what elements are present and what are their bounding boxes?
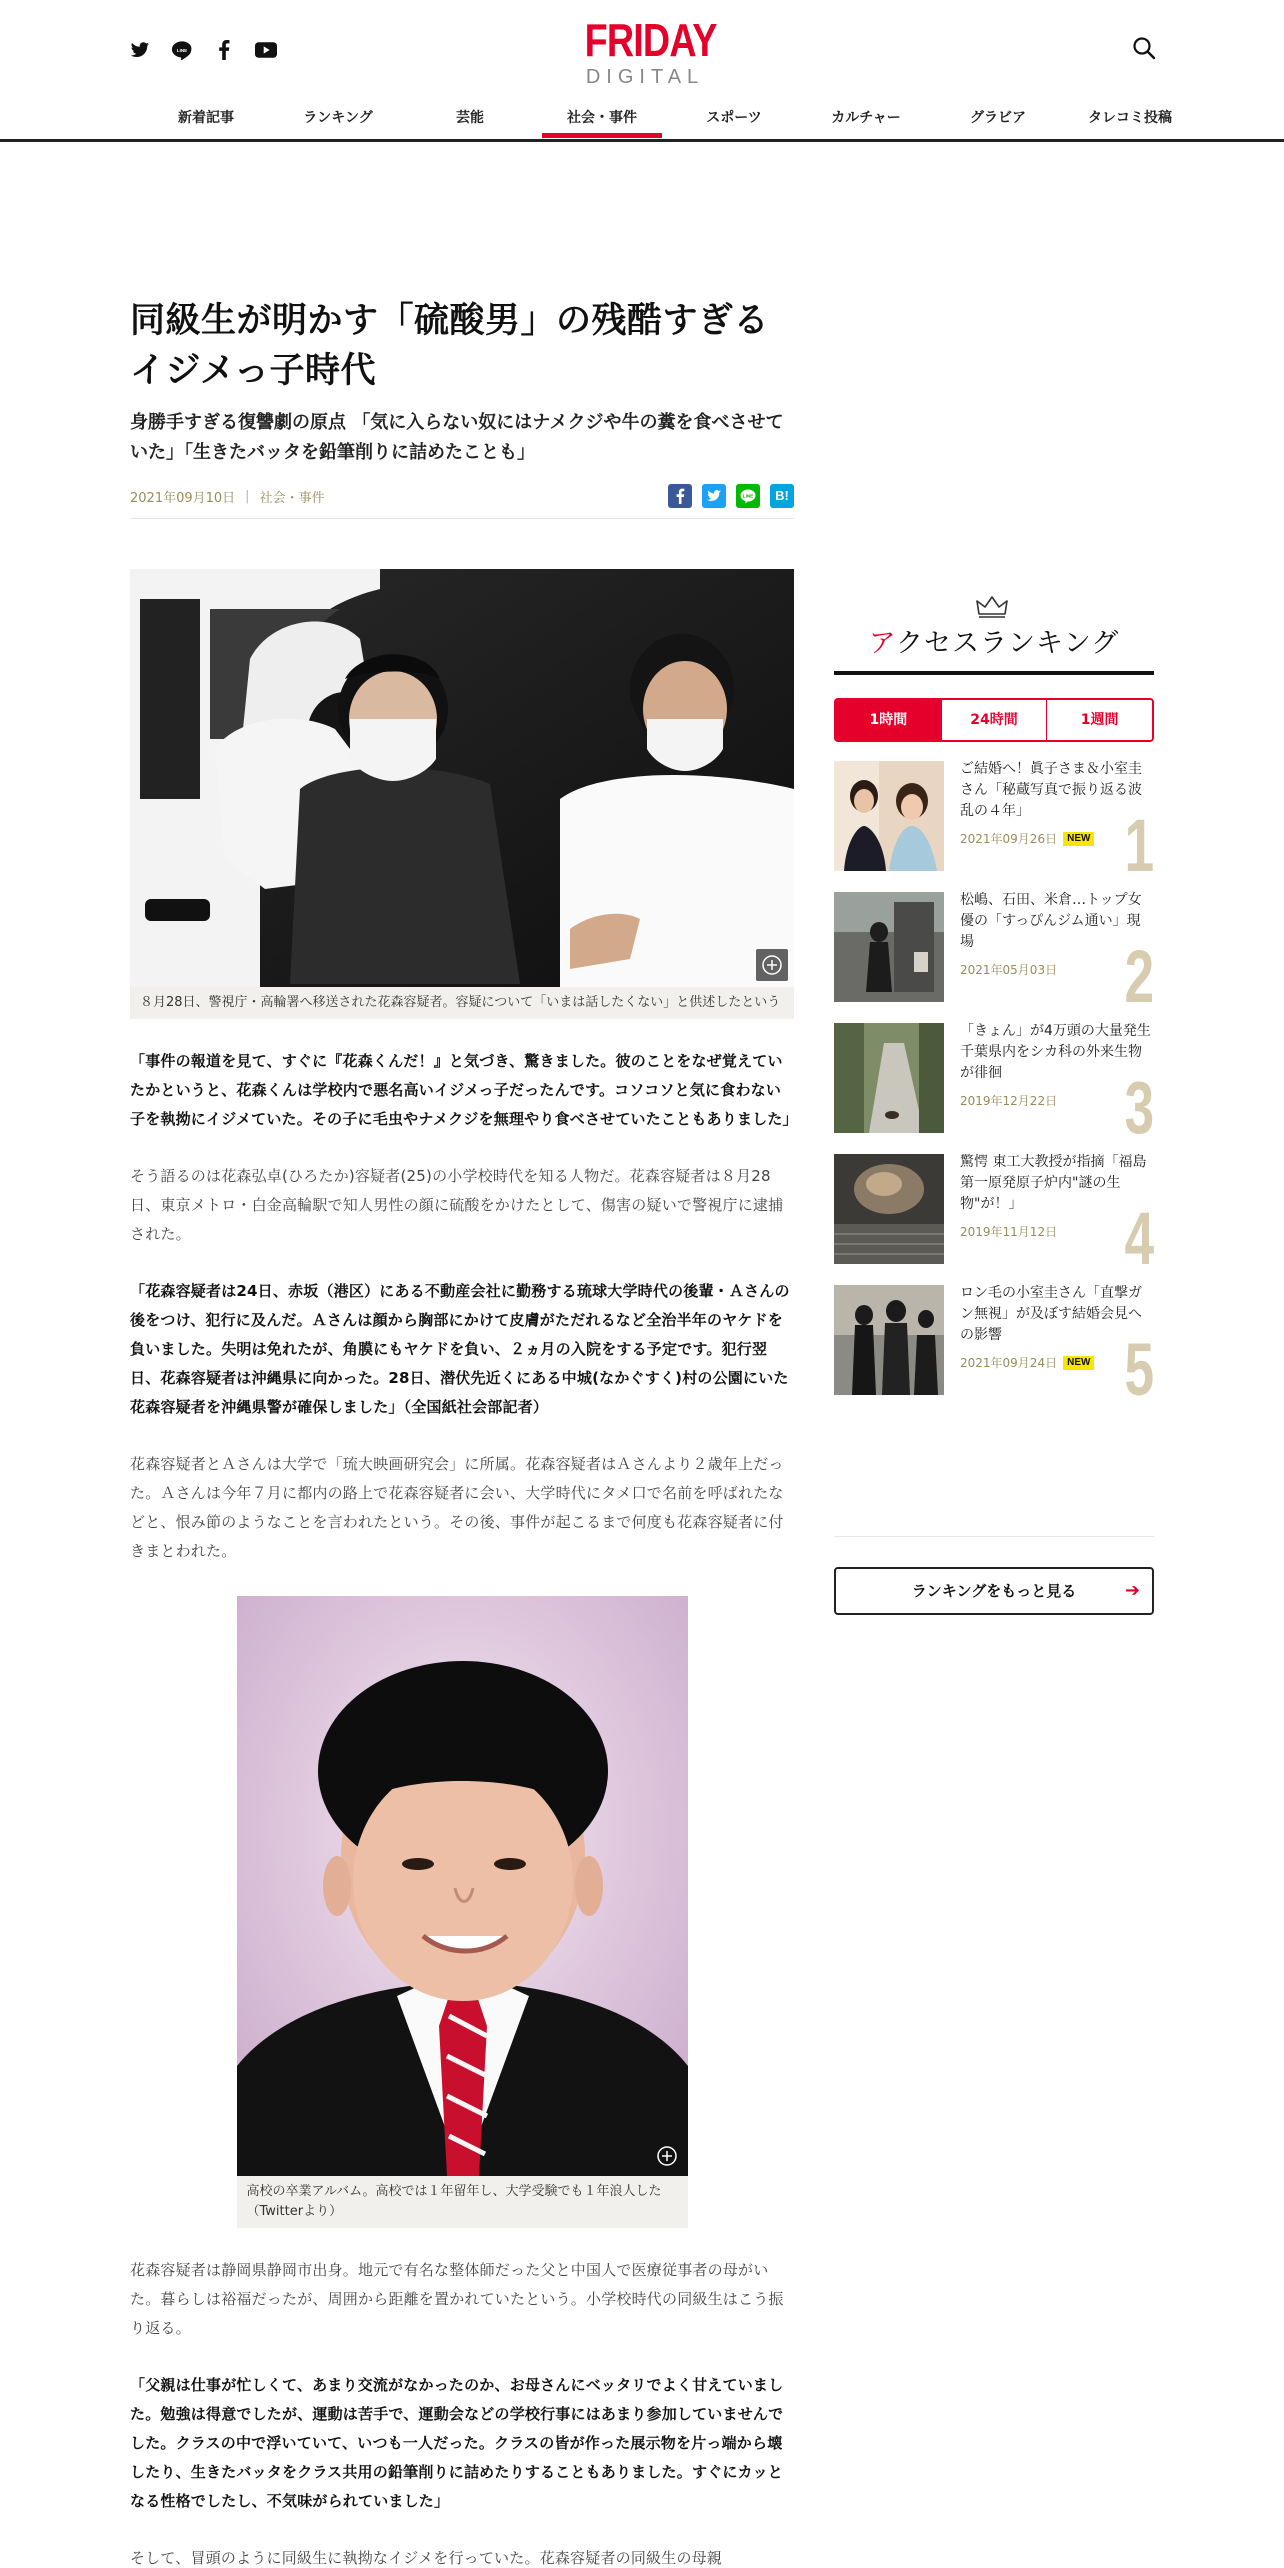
- meta-divider: [130, 518, 794, 519]
- article-meta: [130, 482, 794, 510]
- nav-item-tip-submit[interactable]: タレコミ投稿: [1088, 110, 1172, 126]
- nav-item-culture[interactable]: カルチャー: [831, 110, 901, 126]
- article-paragraph-3: 「花森容疑者は24日、赤坂（港区）にある不動産会社に勤務する琉球大学時代の後輩・Ａさんの後をつけ、犯行に及んだ。Ａさんは顔から胸部にかけて皮膚がただれるなど全治半年のヤケドを負いました。失明は免れたが、角膜にもヤケドを負い、２ヵ月の入院をする予定です。犯行翌日、花森容疑者は沖縄県に向かった。28日、潜伏先近くにある中城(なかぐすく)村の公園にいた花森容疑者を沖縄県警が確保しました」（全国紙社会部記者）: [130, 1282, 790, 1416]
- ranking-item-date-row: [960, 830, 1094, 847]
- article-headline: 同級生が明かす「硫酸男」の残酷すぎるイジメっ子時代: [130, 301, 770, 391]
- global-nav: [146, 100, 1202, 138]
- nav-item-society[interactable]: 社会・事件: [542, 100, 662, 138]
- search-icon[interactable]: [1132, 36, 1158, 62]
- article: [130, 296, 798, 2568]
- ranking-item-date: 2021年09月24日: [960, 1356, 1058, 1370]
- ranking-item[interactable]: [834, 1023, 1154, 1149]
- article-paragraph-2: そう語るのは花森弘卓(ひろたか)容疑者(25)の小学校時代を知る人物だ。花森容疑者は８月28日、東京メトロ・白金高輪駅で知人男性の顔に硫酸をかけたとして、傷害の疑いで警視庁に逮捕された。: [130, 1167, 784, 1243]
- article-photo-yearbook[interactable]: [237, 1596, 688, 2176]
- ranking-number: 1: [1124, 804, 1154, 887]
- article-date: 2021年09月10日: [130, 490, 236, 506]
- ranking-thumbnail: [834, 761, 944, 871]
- ranking-item-date-row: [960, 1092, 1057, 1109]
- article-photo-yearbook-wrap: [237, 1596, 688, 2228]
- ranking-title-rest: クセスランキング: [896, 628, 1120, 659]
- ranking-item-title: 松嶋、石田、米倉…トップ女優の「すっぴんジム通い」現場: [960, 892, 1142, 950]
- ranking-thumbnail: [834, 1285, 944, 1395]
- ranking-item-title: 「きょん」が4万頭の大量発生 千葉県内をシカ科の外来生物が徘徊: [960, 1023, 1151, 1081]
- ranking-item-title: 驚愕 東工大教授が指摘「福島第一原発原子炉内"謎の生物"が！」: [960, 1154, 1147, 1212]
- logo-main-text: FRIDAY: [584, 14, 717, 66]
- nav-item-gravure[interactable]: グラビア: [970, 110, 1026, 126]
- meta-separator: |: [245, 488, 250, 504]
- article-paragraph-4: 花森容疑者とＡさんは大学で「琉大映画研究会」に所属。花森容疑者はＡさんより２歳年上だった。Ａさんは今年７月に都内の路上で花森容疑者に会い、大学時代にタメ口で名前を呼ばれたなどと、恨み節のようなことを言われたという。その後、事件が起こるまで何度も花森容疑者に付きまとわれた。: [130, 1455, 784, 1560]
- ranking-item[interactable]: [834, 1285, 1154, 1411]
- tab-1week[interactable]: 1週間: [1080, 712, 1119, 728]
- ranking-number: 3: [1124, 1066, 1154, 1149]
- zoom-icon-2[interactable]: [651, 2140, 683, 2172]
- site-logo[interactable]: [572, 14, 717, 88]
- arrow-right-icon: ➔: [1124, 1580, 1140, 1601]
- article-paragraph-5: 花森容疑者は静岡県静岡市出身。地元で有名な整体師だった父と中国人で医療従事者の母がいた。暮らしは裕福だったが、周囲から距離を置かれていたという。小学校時代の同級生はこう振り返る。: [130, 2261, 784, 2337]
- ranking-item-date: 2019年12月22日: [960, 1094, 1058, 1108]
- hatena-share-button[interactable]: B!: [770, 484, 794, 508]
- new-badge: NEW: [1063, 1356, 1094, 1370]
- line-icon[interactable]: [170, 38, 194, 62]
- twitter-share-button[interactable]: [702, 484, 726, 508]
- share-buttons: [668, 484, 794, 508]
- article-paragraph-6: 「父親は仕事が忙しくて、あまり交流がなかったのか、お母さんにベッタリでよく甘えていました。勉強は得意でしたが、運動は苦手で、運動会などの学校行事にはあまり参加していませんでした。クラスの中で浮いていて、いつも一人だった。クラスの皆が作った展示物を片っ端から壊したり、生きたバッタをクラス共用の鉛筆削りに詰めたりすることもありました。すぐにカッとなる性格でしたし、不気味がられていました」: [130, 2376, 784, 2510]
- twitter-icon[interactable]: [128, 38, 152, 62]
- ranking-number: 2: [1124, 935, 1154, 1018]
- photo-caption-2: 高校の卒業アルバム。高校では１年留年し、大学受験でも１年浪人した（Twitterより）: [237, 2176, 688, 2228]
- ranking-title-accent: ア: [868, 628, 896, 659]
- facebook-share-button[interactable]: [668, 484, 692, 508]
- ranking-item-title: ロン毛の小室圭さん「直撃ガン無視」が及ぼす結婚会見への影響: [960, 1285, 1142, 1343]
- nav-item-ranking[interactable]: ランキング: [303, 110, 373, 126]
- ranking-tabs: [834, 698, 1154, 742]
- ranking-item-date: 2021年05月03日: [960, 963, 1058, 977]
- article-paragraph-7: そして、冒頭のように同級生に執拗なイジメを行っていた。花森容疑者の同級生の母親: [130, 2549, 723, 2567]
- ranking-item-date: 2019年11月12日: [960, 1225, 1058, 1239]
- tab-24hours[interactable]: 24時間: [942, 700, 1048, 740]
- ranking-title: [834, 626, 1154, 662]
- ranking-thumbnail: [834, 892, 944, 1002]
- ranking-thumbnail: [834, 1023, 944, 1133]
- ranking-item-date-row: [960, 1223, 1057, 1240]
- more-ranking-button[interactable]: [834, 1567, 1154, 1615]
- ranking-item-date-row: [960, 1354, 1094, 1371]
- ranking-item-date-row: [960, 961, 1057, 978]
- more-ranking-label: ランキングをもっと見る: [911, 1582, 1077, 1600]
- photo-caption-1: ８月28日、警視庁・高輪署へ移送された花森容疑者。容疑について「いまは話したくない」と供述したという: [130, 987, 794, 1019]
- ranking-title-rule: [834, 671, 1154, 675]
- sidebar-divider: [834, 1536, 1154, 1537]
- crown-icon: [976, 596, 1008, 618]
- ranking-number: 5: [1124, 1328, 1154, 1411]
- ranking-item[interactable]: [834, 761, 1154, 887]
- ranking-item-date: 2021年09月26日: [960, 832, 1058, 846]
- youtube-icon[interactable]: [254, 38, 278, 62]
- zoom-icon[interactable]: [756, 949, 788, 981]
- nav-item-new[interactable]: 新着記事: [178, 110, 234, 126]
- site-header: [0, 0, 1284, 142]
- line-share-button[interactable]: [736, 484, 760, 508]
- ranking-number: 4: [1124, 1197, 1154, 1280]
- ranking-item-title: ご結婚へ！眞子さま＆小室圭さん「秘蔵写真で振り返る波乱の４年」: [960, 761, 1142, 819]
- ranking-item[interactable]: [834, 1154, 1154, 1280]
- article-subhead: 身勝手すぎる復讐劇の原点 「気に入らない奴にはナメクジや牛の糞を食べさせていた」「生きたバッタを鉛筆削りに詰めたことも」: [130, 412, 784, 463]
- facebook-icon[interactable]: [212, 38, 236, 62]
- tab-1hour[interactable]: 1時間: [836, 700, 942, 740]
- logo-sub-text: DIGITAL: [585, 66, 705, 88]
- ranking-item[interactable]: [834, 892, 1154, 1018]
- article-category-link[interactable]: 社会・事件: [259, 490, 325, 506]
- article-photo-arrest[interactable]: [130, 569, 794, 987]
- ranking-thumbnail: [834, 1154, 944, 1264]
- svg-text:LINE: LINE: [176, 47, 188, 53]
- article-paragraph-1: 「事件の報道を見て、すぐに『花森くんだ！』と気づき、驚きました。彼のことをなぜ覚えていたかというと、花森くんは学校内で悪名高いイジメっ子だったんです。コソコソと気に食わない子を執拗にイジメていた。その子に毛虫やナメクジを無理やり食べさせていたこともありました」: [130, 1052, 798, 1128]
- social-links: [128, 38, 278, 62]
- nav-item-sports[interactable]: スポーツ: [706, 110, 762, 126]
- new-badge: NEW: [1063, 832, 1094, 846]
- nav-item-entertainment[interactable]: 芸能: [456, 110, 484, 126]
- svg-text:LINE: LINE: [742, 493, 754, 499]
